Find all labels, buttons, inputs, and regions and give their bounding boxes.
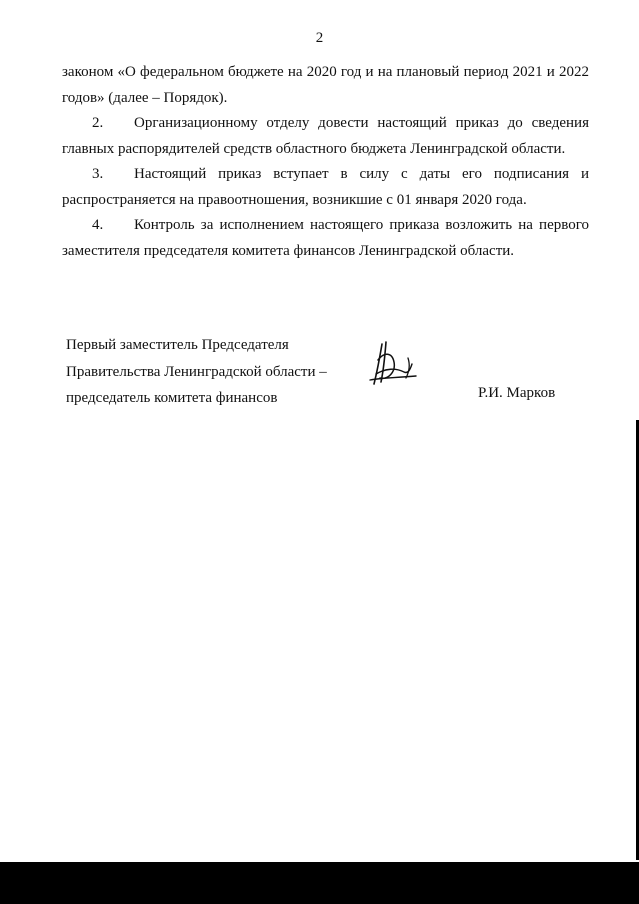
scan-bottom-band	[0, 862, 639, 904]
paragraph-2	[62, 111, 589, 162]
signatory-title-line: Правительства Ленинградской области –	[66, 363, 327, 380]
page-number: 2	[315, 30, 324, 46]
paragraph-text: Настоящий приказ вступает в силу с даты его подписания и распространяется на правоотношения, возникшие с 01 января 2020 года.	[62, 166, 589, 208]
paragraph-number: 2.	[92, 115, 104, 131]
signatory-title	[66, 332, 327, 412]
signatory-title-line: председатель комитета финансов	[66, 390, 278, 406]
paragraph-text: законом «О федеральном бюджете на 2020 год и на плановый период 2021 и 2022 годов» (далее – Порядок).	[62, 64, 589, 106]
signatory-title-line: Первый заместитель Председателя	[66, 337, 289, 353]
paragraph-text: Контроль за исполнением настоящего приказа возложить на первого заместителя председателя комитета финансов Ленинградской области.	[62, 217, 589, 259]
signer-name: Р.И. Марков	[478, 385, 556, 401]
paragraph-4	[62, 213, 589, 264]
paragraph-3	[62, 162, 589, 213]
paragraph-text: Организационному отделу довести настоящий приказ до сведения главных распорядителей средств областного бюджета Ленинградской области.	[62, 115, 589, 157]
paragraph-continuation	[62, 60, 589, 111]
paragraph-number: 4.	[92, 217, 104, 233]
handwritten-signature	[368, 338, 420, 390]
paragraph-number: 3.	[92, 166, 104, 182]
document-body	[62, 60, 589, 264]
